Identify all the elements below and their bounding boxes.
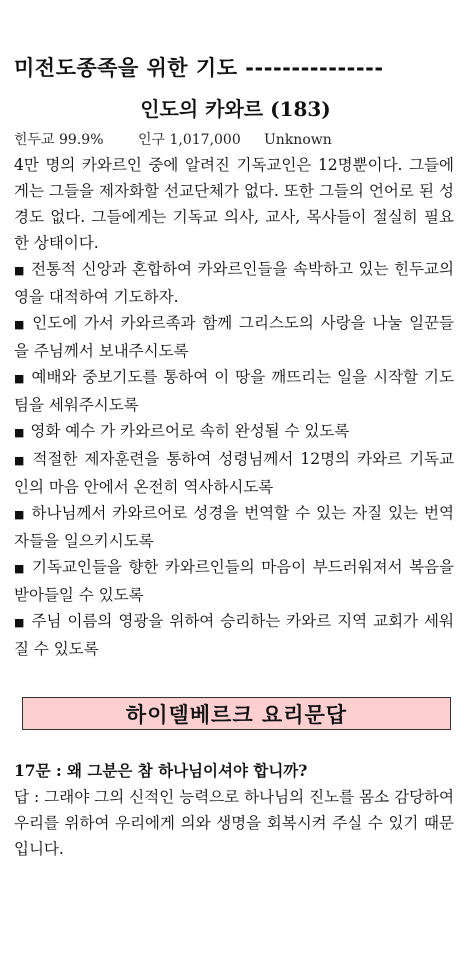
prayer-item: ■ 인도에 가서 카와르족과 함께 그리스도의 사랑을 나눌 일꾼들을 주님께서 보내주시도록 bbox=[14, 314, 454, 360]
prayer-item: ■ 기독교인들을 향한 카와르인들의 마음이 부드러워져서 복음을 받아들일 수 있도록 bbox=[14, 558, 454, 604]
square-bullet-icon: ■ bbox=[14, 372, 26, 385]
people-group-title: 인도의 카와르 (183) bbox=[140, 97, 331, 121]
square-bullet-icon: ■ bbox=[14, 616, 26, 629]
prayer-item: ■ 전통적 신앙과 혼합하여 카와르인들을 속박하고 있는 힌두교의 영을 대적하여 기도하자. bbox=[14, 260, 454, 306]
page-header: 미전도종족을 위한 기도 --------------- bbox=[14, 56, 384, 80]
square-bullet-icon: ■ bbox=[14, 454, 27, 467]
prayer-body bbox=[14, 152, 454, 662]
square-bullet-icon: ■ bbox=[14, 318, 27, 331]
catechism-question: 17문 : 왜 그분은 참 하나님이셔야 합니까? bbox=[14, 761, 308, 780]
prayer-item: ■ 하나님께서 카와르어로 성경을 번역할 수 있는 자질 있는 번역자들을 일으키시도록 bbox=[14, 504, 454, 550]
catechism-answer: 답 : 그래야 그의 신적인 능력으로 하나님의 진노를 몸소 감당하여 우리를 위하여 우리에게 의와 생명을 회복시켜 주실 수 있기 때문입니다. bbox=[14, 788, 454, 858]
square-bullet-icon: ■ bbox=[14, 426, 25, 439]
intro-paragraph: 4만 명의 카와르인 중에 알려진 기독교인은 12명뿐이다. 그들에게는 그들을 제자화할 선교단체가 없다. 또한 그들의 언어로 된 성경도 없다. 그들에게는 기독교 의사, 교사, 목사들이 절실히 필요한 상태이다. bbox=[14, 156, 454, 252]
catechism-banner: 하이델베르크 요리문답 bbox=[22, 697, 451, 730]
population-stat: 인구 1,017,000 bbox=[138, 132, 241, 148]
prayer-item: ■ 영화 예수 가 카와르어로 속히 완성될 수 있도록 bbox=[14, 422, 350, 440]
status-stat: Unknown bbox=[264, 132, 332, 148]
square-bullet-icon: ■ bbox=[14, 508, 26, 521]
prayer-item: ■ 예배와 중보기도를 통하여 이 땅을 깨뜨리는 일을 시작할 기도팀을 세워주시도록 bbox=[14, 368, 454, 414]
catechism-qa bbox=[14, 758, 454, 862]
square-bullet-icon: ■ bbox=[14, 264, 26, 277]
prayer-item: ■ 적절한 제자훈련을 통하여 성령님께서 12명의 카와르 기독교인의 마음 안에서 온전히 역사하시도록 bbox=[14, 450, 454, 496]
prayer-item: ■ 주님 이름의 영광을 위하여 승리하는 카와르 지역 교회가 세워질 수 있도록 bbox=[14, 612, 454, 658]
square-bullet-icon: ■ bbox=[14, 562, 27, 575]
religion-stat: 힌두교 99.9% bbox=[14, 132, 104, 148]
people-stats bbox=[14, 129, 332, 149]
